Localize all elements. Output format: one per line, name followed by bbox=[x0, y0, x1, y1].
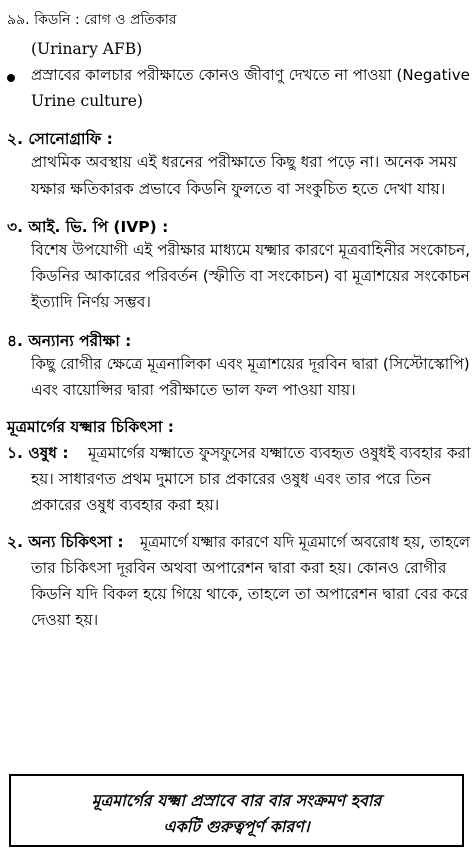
section-line: প্রাথমিক অবস্থায় এই ধরনের পরীক্ষাতে কিছু ধরা পড়ে না। অনেক সময় bbox=[31, 153, 457, 171]
section-line: কিছু রোগীর ক্ষেত্রে মূত্রনালিকা এবং মূত্রাশয়ের দূরবিন দ্বারা (সিস্টোস্কোপি) bbox=[31, 355, 470, 373]
treatment-item-label-medicine: ১. ওষুধ : bbox=[7, 444, 69, 462]
section-heading-other-tests: ৪. অন্যান্য পরীক্ষা : bbox=[7, 332, 132, 350]
callout-line-1: মূত্রমার্গের যক্ষ্মা প্রস্রাবে বার বার সংক্রমণ হবার bbox=[91, 791, 382, 810]
section-line: কিডনির আকারের পরিবর্তন (স্ফীতি বা সংকোচন) বা মূত্রাশয়ের সংকোচন bbox=[31, 267, 470, 285]
continuation-text: (Urinary AFB) bbox=[31, 40, 143, 58]
section-line: ইত্যাদি নির্ণয় সম্ভব। bbox=[31, 293, 151, 311]
callout-line-2: একটি গুরুত্বপূর্ণ কারণ। bbox=[163, 817, 310, 836]
section-line: বিশেষ উপযোগী এই পরীক্ষার মাধ্যমে যক্ষ্মার কারণে মূত্রবাহিনীর সংকোচন, bbox=[31, 241, 471, 259]
treatment-item-label-other: ২. অন্য চিকিৎসা : bbox=[7, 533, 124, 551]
section-heading-ivp: ৩. আই. ভি. পি (IVP) : bbox=[7, 218, 169, 236]
treatment-heading: মূত্রমার্গের যক্ষ্মার চিকিৎসা : bbox=[7, 418, 174, 436]
treatment-line: তার চিকিৎসা দূরবিন অথবা অপারেশন দ্বারা করা হয়। কোনও রোগীর bbox=[31, 559, 447, 577]
bullet-line-2: Urine culture) bbox=[31, 92, 143, 110]
treatment-line: মূত্রমার্গের যক্ষ্মাতে ফুসফুসের যক্ষ্মাতে ব্যবহৃত ওষুধই ব্যবহার করা bbox=[88, 444, 471, 462]
section-line: যক্ষার ক্ষতিকারক প্রভাবে কিডনি ফুলতে বা সংকুচিত হতে দেখা যায়। bbox=[31, 180, 446, 198]
running-head: ৯৯. কিডনি : রোগ ও প্রতিকার bbox=[7, 12, 177, 28]
section-line: এবং বায়োপ্সির দ্বারা পরীক্ষাতে ভাল ফল পাওয়া যায়। bbox=[31, 381, 356, 399]
treatment-line: হয়। সাধারণত প্রথম দুমাসে চার প্রকারের ওষুধ এবং তার পরে তিন bbox=[31, 470, 432, 488]
treatment-line: মূত্রমার্গে যক্ষ্মার কারণে যদি মূত্রমার্গে অবরোধ হয়, তাহলে bbox=[140, 533, 470, 551]
treatment-line: দেওয়া হয়। bbox=[31, 611, 99, 629]
section-heading-sonography: ২. সোনোগ্রাফি : bbox=[7, 130, 113, 148]
callout-box bbox=[9, 774, 464, 847]
bullet-icon bbox=[7, 74, 15, 82]
bullet-line-1: প্রস্রাবের কালচার পরীক্ষাতে কোনও জীবাণু দেখতে না পাওয়া (Negative bbox=[31, 66, 470, 84]
treatment-line: প্রকারের ওষুধ ব্যবহার করা হয়। bbox=[31, 496, 220, 514]
treatment-line: কিডনি যদি বিকল হয়ে গিয়ে থাকে, তাহলে তা অপারেশন দ্বারা বের করে bbox=[31, 585, 469, 603]
